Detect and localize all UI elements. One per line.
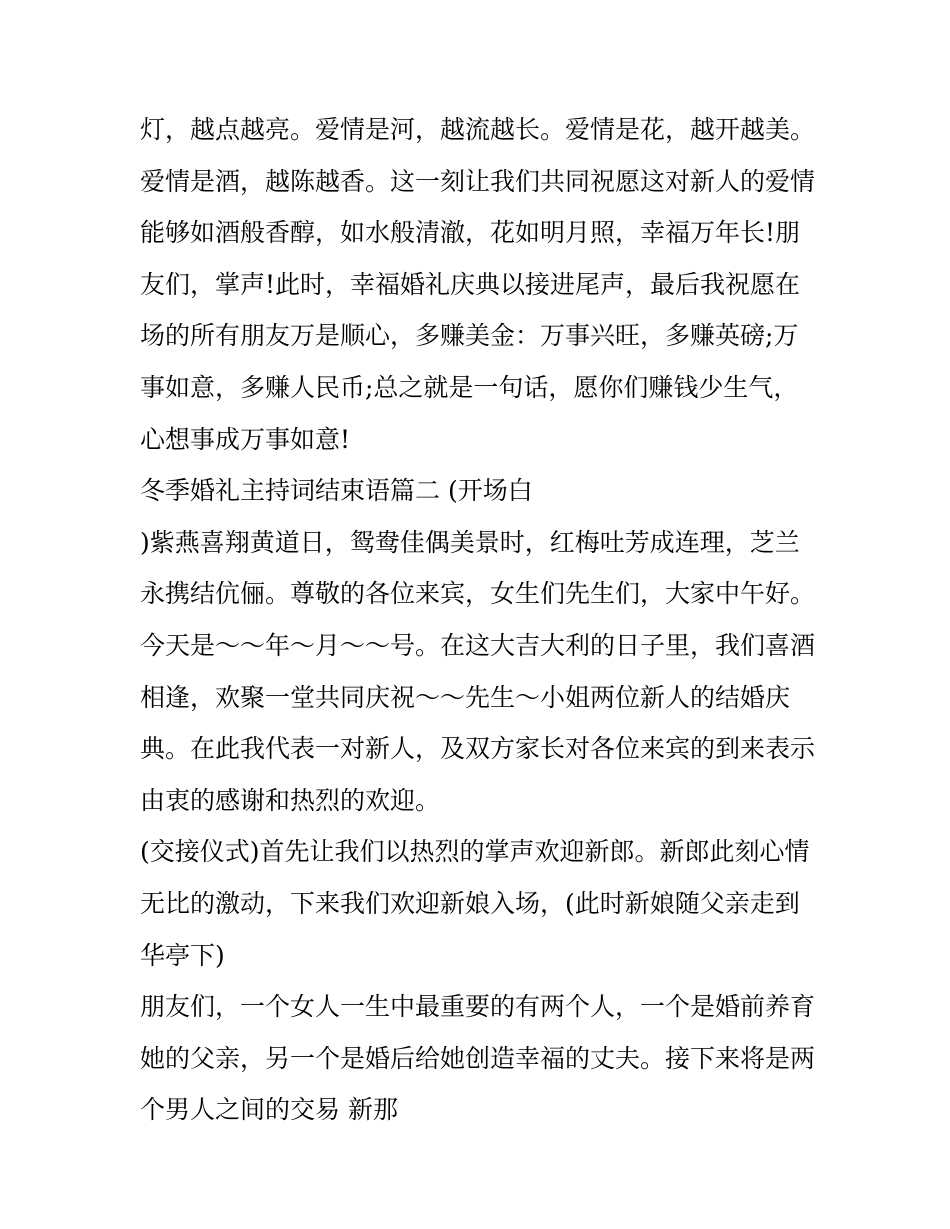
section-heading: 冬季婚礼主持词结束语篇二 (开场白 (140, 476, 533, 506)
text-line: 典。在此我代表一对新人，及双方家长对各位来宾的到来表示 (140, 734, 816, 764)
text-line: 能够如酒般香醇，如水般清澈，花如明月照，幸福万年长!朋 (140, 218, 801, 248)
text-line: 朋友们，一个女人一生中最重要的有两个人，一个是婚前养育 (140, 992, 816, 1022)
text-line: (交接仪式)首先让我们以热烈的掌声欢迎新郎。新郎此刻心情 (140, 837, 810, 867)
text-line: 由衷的感谢和热烈的欢迎。 (140, 785, 441, 815)
text-line: 无比的激动，下来我们欢迎新娘入场，(此时新娘随父亲走到 (140, 888, 800, 918)
text-line: 华亭下) (140, 940, 225, 970)
text-line: )紫燕喜翔黄道日，鸳鸯佳偶美景时，红梅吐芳成连理，芝兰 (140, 527, 800, 557)
text-line: 心想事成万事如意! (140, 424, 351, 454)
text-line: 场的所有朋友万是顺心，多赚美金：万事兴旺，多赚英磅;万 (140, 321, 799, 351)
text-line: 个男人之间的交易 新那 (140, 1095, 398, 1125)
text-line: 今天是～～年～月～～号。在这大吉大利的日子里，我们喜酒 (140, 630, 816, 660)
text-line: 永携结伉俪。尊敬的各位来宾，女生们先生们，大家中午好。 (140, 579, 816, 609)
text-line: 灯，越点越亮。爱情是河，越流越长。爱情是花，越开越美。 (140, 115, 816, 144)
text-line: 相逢，欢聚一堂共同庆祝～～先生～小姐两位新人的结婚庆 (140, 682, 791, 712)
text-line: 事如意，多赚人民币;总之就是一句话，愿你们赚钱少生气， (140, 372, 799, 402)
document-body (140, 104, 820, 1136)
text-line: 她的父亲，另一个是婚后给她创造幸福的丈夫。接下来将是两 (140, 1043, 816, 1073)
text-line: 爱情是酒，越陈越香。这一刻让我们共同祝愿这对新人的爱情 (140, 166, 816, 196)
text-line: 友们，掌声!此时，幸福婚礼庆典以接进尾声，最后我祝愿在 (140, 269, 801, 299)
